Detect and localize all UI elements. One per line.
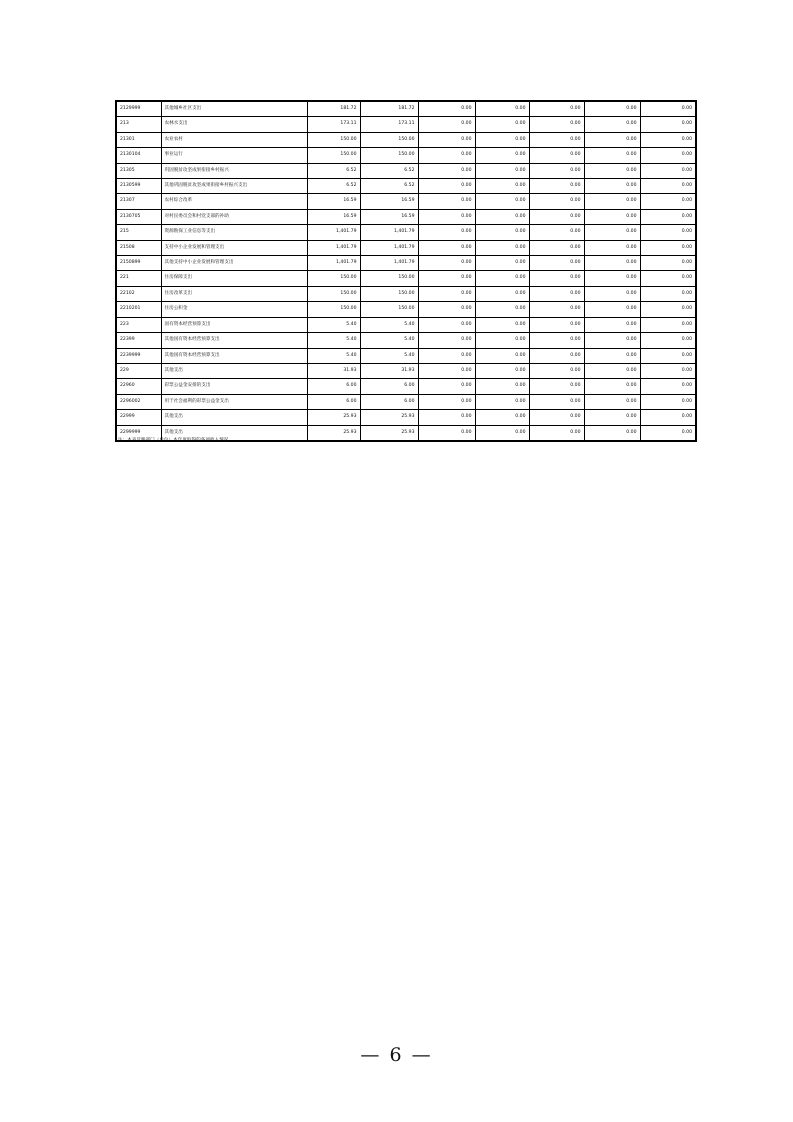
subject-name-cell: 农村综合改革 [161,194,307,209]
subject-name-cell: 巩固脱贫攻坚成果衔接乡村振兴 [161,163,307,178]
amount-cell: 0.00 [640,209,696,224]
amount-cell: 6.00 [307,394,360,409]
amount-cell: 0.00 [529,363,584,378]
amount-cell: 0.00 [584,117,640,132]
amount-cell: 0.00 [475,209,529,224]
amount-cell: 0.00 [584,394,640,409]
amount-cell: 0.00 [529,132,584,147]
table-row [116,117,696,132]
amount-cell: 0.00 [475,363,529,378]
subject-name-cell: 其他国有资本经营预算支出 [161,348,307,363]
amount-cell: 0.00 [475,379,529,394]
amount-cell: 0.00 [584,225,640,240]
amount-cell: 0.00 [640,194,696,209]
amount-cell: 0.00 [529,117,584,132]
amount-cell: 0.00 [584,209,640,224]
amount-cell: 0.00 [584,363,640,378]
amount-cell: 0.00 [529,394,584,409]
amount-cell: 1,401.79 [307,256,360,271]
amount-cell: 1,401.79 [360,240,418,255]
amount-cell: 0.00 [418,101,475,117]
amount-cell: 0.00 [475,394,529,409]
table-row [116,256,696,271]
amount-cell: 0.00 [418,256,475,271]
amount-cell: 0.00 [475,302,529,317]
table-row [116,132,696,147]
amount-cell: 1,401.79 [360,256,418,271]
amount-cell: 0.00 [640,333,696,348]
subject-code-cell: 21508 [116,240,161,255]
amount-cell: 1,401.79 [307,240,360,255]
amount-cell: 0.00 [529,194,584,209]
amount-cell: 0.00 [475,240,529,255]
amount-cell: 150.00 [360,271,418,286]
amount-cell: 0.00 [418,410,475,425]
amount-cell: 0.00 [640,148,696,163]
subject-name-cell: 资源勘探工业信息等支出 [161,225,307,240]
subject-name-cell: 住房保障支出 [161,271,307,286]
subject-code-cell: 2150899 [116,256,161,271]
subject-code-cell: 21307 [116,194,161,209]
subject-code-cell: 22960 [116,379,161,394]
amount-cell: 0.00 [529,317,584,332]
amount-cell: 0.00 [584,410,640,425]
table-row [116,348,696,363]
amount-cell: 0.00 [529,179,584,194]
amount-cell: 5.40 [307,317,360,332]
amount-cell: 0.00 [584,148,640,163]
amount-cell: 0.00 [640,425,696,441]
subject-code-cell: 229 [116,363,161,378]
amount-cell: 0.00 [529,101,584,117]
table-row [116,410,696,425]
subject-name-cell: 其他支持中小企业发展和管理支出 [161,256,307,271]
amount-cell: 150.00 [360,132,418,147]
amount-cell: 0.00 [418,363,475,378]
amount-cell: 16.59 [307,209,360,224]
table-row [116,333,696,348]
amount-cell: 6.00 [360,394,418,409]
amount-cell: 0.00 [475,148,529,163]
amount-cell: 0.00 [475,317,529,332]
amount-cell: 1,401.79 [360,225,418,240]
amount-cell: 0.00 [584,194,640,209]
amount-cell: 0.00 [475,410,529,425]
subject-code-cell: 215 [116,225,161,240]
subject-name-cell: 事业运行 [161,148,307,163]
amount-cell: 150.00 [360,148,418,163]
amount-cell: 5.40 [307,333,360,348]
subject-name-cell: 彩票公益金安排的支出 [161,379,307,394]
subject-name-cell: 国有资本经营预算支出 [161,317,307,332]
table-row [116,240,696,255]
amount-cell: 0.00 [640,379,696,394]
amount-cell: 5.40 [307,348,360,363]
table-note: 注：本表反映部门（单位）本年度取得的各项收入情况。 [118,438,233,443]
amount-cell: 0.00 [529,256,584,271]
amount-cell: 0.00 [584,302,640,317]
table-row [116,317,696,332]
subject-code-cell: 223 [116,317,161,332]
subject-name-cell: 支持中小企业发展和管理支出 [161,240,307,255]
table-row [116,286,696,301]
amount-cell: 0.00 [475,348,529,363]
amount-cell: 0.00 [529,379,584,394]
subject-name-cell: 其他巩固脱贫攻坚成果衔接乡村振兴支出 [161,179,307,194]
amount-cell: 0.00 [418,117,475,132]
amount-cell: 25.93 [360,410,418,425]
amount-cell: 0.00 [418,425,475,441]
amount-cell: 0.00 [475,194,529,209]
amount-cell: 0.00 [584,425,640,441]
amount-cell: 0.00 [640,132,696,147]
amount-cell: 6.00 [307,379,360,394]
amount-cell: 150.00 [360,302,418,317]
subject-code-cell: 2129999 [116,101,161,117]
table-row [116,179,696,194]
amount-cell: 5.40 [360,317,418,332]
table-row [116,363,696,378]
subject-code-cell: 2130705 [116,209,161,224]
amount-cell: 0.00 [584,333,640,348]
amount-cell: 0.00 [475,179,529,194]
amount-cell: 0.00 [529,425,584,441]
table-row [116,394,696,409]
table-row [116,225,696,240]
amount-cell: 0.00 [640,117,696,132]
subject-code-cell: 2130599 [116,179,161,194]
table-row [116,148,696,163]
amount-cell: 0.00 [475,425,529,441]
page-number: — 6 — [360,1044,433,1066]
amount-cell: 6.52 [307,163,360,178]
subject-code-cell: 213 [116,117,161,132]
amount-cell: 5.40 [360,333,418,348]
subject-name-cell: 住房公积金 [161,302,307,317]
amount-cell: 0.00 [475,163,529,178]
amount-cell: 31.93 [307,363,360,378]
amount-cell: 150.00 [307,271,360,286]
amount-cell: 150.00 [307,302,360,317]
table-row [116,194,696,209]
amount-cell: 0.00 [529,240,584,255]
amount-cell: 0.00 [529,286,584,301]
subject-name-cell: 农林水支出 [161,117,307,132]
amount-cell: 0.00 [418,302,475,317]
amount-cell: 0.00 [529,348,584,363]
amount-cell: 0.00 [584,379,640,394]
amount-cell: 0.00 [584,286,640,301]
subject-name-cell: 其他支出 [161,425,307,441]
amount-cell: 0.00 [640,302,696,317]
amount-cell: 0.00 [584,317,640,332]
amount-cell: 0.00 [584,179,640,194]
amount-cell: 31.93 [360,363,418,378]
amount-cell: 173.11 [360,117,418,132]
amount-cell: 0.00 [418,333,475,348]
amount-cell: 181.72 [307,101,360,117]
amount-cell: 0.00 [640,240,696,255]
table-row [116,379,696,394]
amount-cell: 0.00 [475,271,529,286]
subject-code-cell: 2239999 [116,348,161,363]
subject-code-cell: 22999 [116,410,161,425]
amount-cell: 150.00 [307,148,360,163]
amount-cell: 0.00 [529,225,584,240]
amount-cell: 6.00 [360,379,418,394]
amount-cell: 0.00 [640,271,696,286]
amount-cell: 0.00 [640,225,696,240]
table-row [116,101,696,117]
subject-name-cell: 其他支出 [161,410,307,425]
amount-cell: 173.11 [307,117,360,132]
amount-cell: 0.00 [418,194,475,209]
amount-cell: 0.00 [475,117,529,132]
amount-cell: 0.00 [418,317,475,332]
amount-cell: 0.00 [475,256,529,271]
amount-cell: 5.40 [360,348,418,363]
table-row [116,302,696,317]
subject-code-cell: 2130104 [116,148,161,163]
amount-cell: 6.52 [360,163,418,178]
amount-cell: 0.00 [418,394,475,409]
amount-cell: 0.00 [418,271,475,286]
amount-cell: 0.00 [529,163,584,178]
amount-cell: 16.59 [360,194,418,209]
subject-code-cell: 2299999 [116,425,161,441]
amount-cell: 0.00 [418,163,475,178]
amount-cell: 0.00 [584,271,640,286]
amount-cell: 1,401.79 [307,225,360,240]
amount-cell: 6.52 [360,179,418,194]
amount-cell: 0.00 [640,256,696,271]
table-row [116,163,696,178]
amount-cell: 0.00 [475,225,529,240]
subject-name-cell: 用于社会福利的彩票公益金支出 [161,394,307,409]
amount-cell: 0.00 [529,271,584,286]
amount-cell: 0.00 [640,410,696,425]
subject-code-cell: 221 [116,271,161,286]
amount-cell: 0.00 [529,209,584,224]
amount-cell: 25.93 [307,410,360,425]
amount-cell: 0.00 [529,302,584,317]
amount-cell: 0.00 [640,317,696,332]
amount-cell: 0.00 [584,163,640,178]
table-row [116,209,696,224]
amount-cell: 150.00 [360,286,418,301]
amount-cell: 0.00 [418,209,475,224]
amount-cell: 0.00 [529,410,584,425]
amount-cell: 16.59 [307,194,360,209]
amount-cell: 0.00 [640,179,696,194]
amount-cell: 0.00 [475,286,529,301]
subject-code-cell: 22399 [116,333,161,348]
subject-name-cell: 其他国有资本经营预算支出 [161,333,307,348]
subject-name-cell: 其他城乡社区支出 [161,101,307,117]
subject-code-cell: 2210201 [116,302,161,317]
amount-cell: 0.00 [584,101,640,117]
amount-cell: 0.00 [640,163,696,178]
amount-cell: 0.00 [418,240,475,255]
subject-code-cell: 21301 [116,132,161,147]
amount-cell: 0.00 [584,256,640,271]
subject-code-cell: 22102 [116,286,161,301]
amount-cell: 0.00 [418,132,475,147]
expenditure-table [115,100,697,442]
amount-cell: 16.59 [360,209,418,224]
subject-name-cell: 住房改革支出 [161,286,307,301]
subject-name-cell: 农业农村 [161,132,307,147]
amount-cell: 0.00 [529,148,584,163]
amount-cell: 0.00 [418,148,475,163]
amount-cell: 0.00 [475,132,529,147]
amount-cell: 0.00 [640,286,696,301]
amount-cell: 0.00 [640,394,696,409]
amount-cell: 0.00 [584,348,640,363]
subject-name-cell: 对村民委员会和村党支部的补助 [161,209,307,224]
subject-name-cell: 其他支出 [161,363,307,378]
table-row [116,271,696,286]
amount-cell: 150.00 [307,286,360,301]
amount-cell: 0.00 [418,225,475,240]
amount-cell: 6.52 [307,179,360,194]
amount-cell: 0.00 [640,101,696,117]
amount-cell: 150.00 [307,132,360,147]
amount-cell: 0.00 [584,240,640,255]
amount-cell: 0.00 [640,348,696,363]
amount-cell: 0.00 [640,363,696,378]
amount-cell: 0.00 [418,179,475,194]
subject-code-cell: 2296002 [116,394,161,409]
amount-cell: 0.00 [418,379,475,394]
amount-cell: 0.00 [475,333,529,348]
amount-cell: 0.00 [418,286,475,301]
amount-cell: 181.72 [360,101,418,117]
amount-cell: 0.00 [418,348,475,363]
amount-cell: 25.93 [307,425,360,441]
amount-cell: 0.00 [475,101,529,117]
subject-code-cell: 21305 [116,163,161,178]
amount-cell: 25.93 [360,425,418,441]
amount-cell: 0.00 [529,333,584,348]
amount-cell: 0.00 [584,132,640,147]
